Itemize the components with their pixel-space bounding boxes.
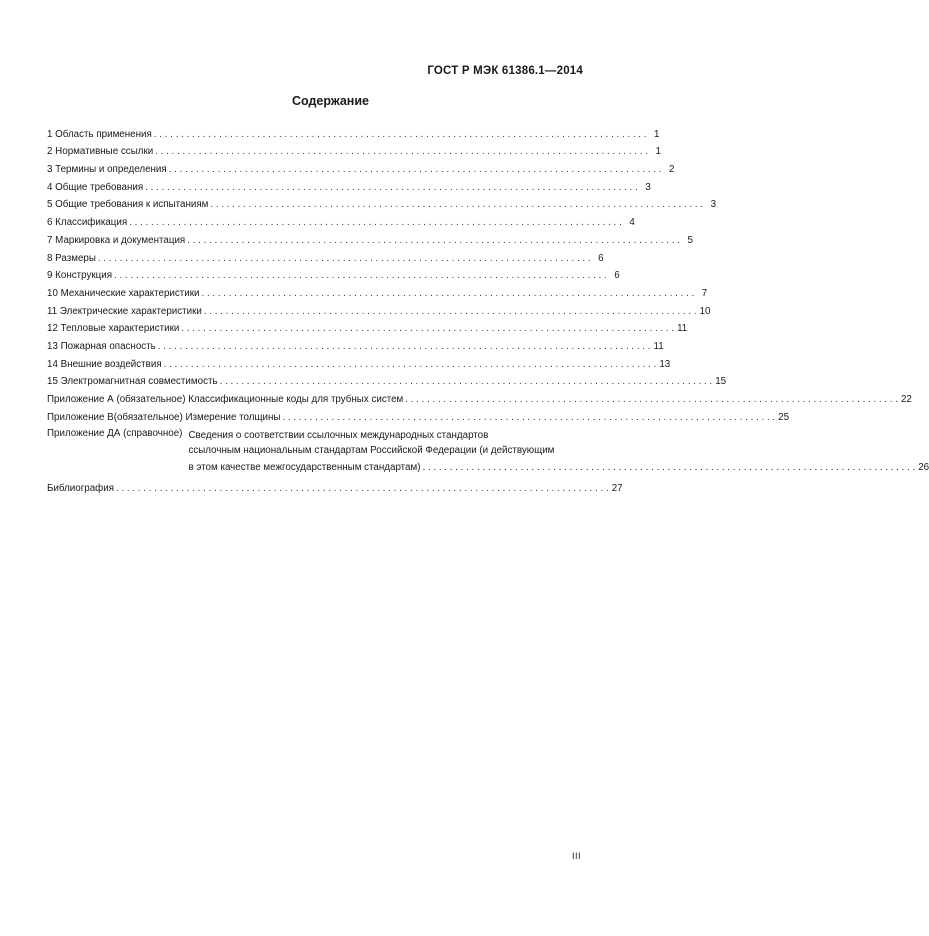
toc-entry-label: Библиография — [47, 483, 115, 495]
toc-entry[interactable] — [47, 140, 661, 158]
annex-da-title-line: Сведения о соответствии ссылочных международных стандартов — [188, 429, 489, 441]
leader-dots — [158, 341, 651, 352]
toc-entry-page: 7 — [701, 287, 708, 299]
toc-entry[interactable] — [47, 228, 693, 246]
toc-entry[interactable] — [47, 193, 717, 211]
leader-dots — [210, 199, 703, 210]
leader-dots — [282, 412, 775, 423]
toc-entry-page: 3 — [645, 181, 651, 193]
toc-entry-label: 9 Конструкция — [47, 270, 113, 282]
toc-entry-label: 5 Общие требования к испытаниям — [47, 199, 209, 211]
toc-entry-label: 6 Классификация — [47, 217, 128, 229]
toc-entry-label: 8 Размеры — [47, 252, 96, 264]
toc-entry[interactable] — [47, 246, 604, 264]
toc-entry-label: 13 Пожарная опасность — [47, 340, 156, 352]
annex-da-title — [188, 428, 929, 473]
toc-entry-bibliography[interactable] — [47, 477, 623, 495]
leader-dots — [114, 270, 607, 281]
leader-dots — [155, 146, 648, 157]
toc-entry[interactable] — [47, 299, 711, 317]
toc-entry-page: 11 — [677, 323, 688, 335]
toc-entry-page: 15 — [715, 376, 727, 388]
toc-entry[interactable] — [47, 334, 664, 352]
toc-entry-label: 10 Механические характеристики — [47, 287, 200, 299]
toc-entry-page: 1 — [655, 146, 661, 158]
toc-entry[interactable] — [47, 352, 671, 370]
toc-entry-page: 13 — [659, 358, 671, 370]
leader-dots — [154, 129, 647, 140]
toc-entry-page: 22 — [900, 394, 912, 405]
toc-entry-page: 6 — [614, 270, 620, 282]
standard-designation: ГОСТ Р МЭК 61386.1—2014 — [427, 65, 583, 77]
leader-dots — [98, 253, 591, 264]
toc-entry-page: 26 — [918, 461, 929, 473]
annex-da-title-line: в этом качестве межгосударственным стандартам) — [188, 461, 421, 473]
leader-dots — [204, 306, 697, 317]
toc-entry-annex-b[interactable] — [47, 405, 790, 423]
leader-dots — [129, 217, 622, 228]
toc-entry-label: 14 Внешние воздействия — [47, 358, 162, 370]
toc-entry[interactable] — [47, 122, 660, 140]
leader-dots — [187, 235, 680, 246]
toc-entry[interactable] — [47, 175, 651, 193]
toc-entry-page: 2 — [668, 164, 675, 176]
annex-da-title-line: ссылочным национальным стандартам Российской Федерации (и действующим — [188, 444, 555, 456]
page-folio: III — [571, 851, 581, 861]
toc-entry-label: 12 Тепловые характеристики — [47, 323, 180, 335]
toc-entry-page: 3 — [710, 199, 717, 211]
toc-entry[interactable] — [47, 281, 708, 299]
toc-entry-page: 11 — [653, 340, 664, 352]
toc-entry-page: 27 — [611, 483, 623, 495]
toc-entry-label: Приложение А (обязательное) Классификационные коды для трубных систем — [47, 394, 404, 405]
toc-entry-annex-a[interactable] — [47, 387, 912, 405]
leader-dots — [181, 323, 674, 334]
toc-entry-label: 4 Общие требования — [47, 181, 144, 193]
annex-da-prefix: Приложение ДА (справочное) — [47, 427, 183, 439]
toc-entry-label: 11 Электрические характеристики — [47, 305, 202, 317]
toc-entry-page: 25 — [778, 411, 790, 423]
toc-entry-page: 6 — [598, 252, 604, 264]
leader-dots — [164, 359, 657, 370]
page-title: Содержание — [291, 94, 369, 108]
toc-entry-label: 7 Маркировка и документация — [47, 234, 186, 246]
leader-dots — [423, 462, 916, 473]
toc-entry-label: 15 Электромагнитная совместимость — [47, 376, 218, 388]
toc-entry-page: 4 — [629, 217, 635, 229]
toc-entry-page: 1 — [654, 128, 660, 140]
toc-entry[interactable] — [47, 370, 727, 388]
toc-entry[interactable] — [47, 210, 635, 229]
toc-entry-label: 3 Термины и определения — [47, 164, 167, 176]
toc-entry-page: 10 — [699, 305, 711, 317]
toc-entry-page: 5 — [687, 234, 693, 246]
toc-entry-label: 1 Область применения — [47, 128, 152, 140]
leader-dots — [169, 164, 662, 175]
toc-entry-label: Приложение В(обязательное) Измерение толщины — [47, 411, 281, 423]
toc-entry[interactable] — [47, 157, 675, 176]
toc-entry[interactable] — [47, 264, 620, 282]
toc-entry-label: 2 Нормативные ссылки — [47, 146, 154, 158]
toc-entry[interactable] — [47, 317, 688, 335]
leader-dots — [202, 288, 695, 299]
leader-dots — [145, 182, 638, 193]
leader-dots — [220, 376, 713, 387]
toc-entry-annex-da[interactable] — [47, 427, 929, 473]
table-of-contents — [47, 122, 929, 495]
leader-dots — [405, 394, 898, 405]
leader-dots — [116, 483, 609, 494]
